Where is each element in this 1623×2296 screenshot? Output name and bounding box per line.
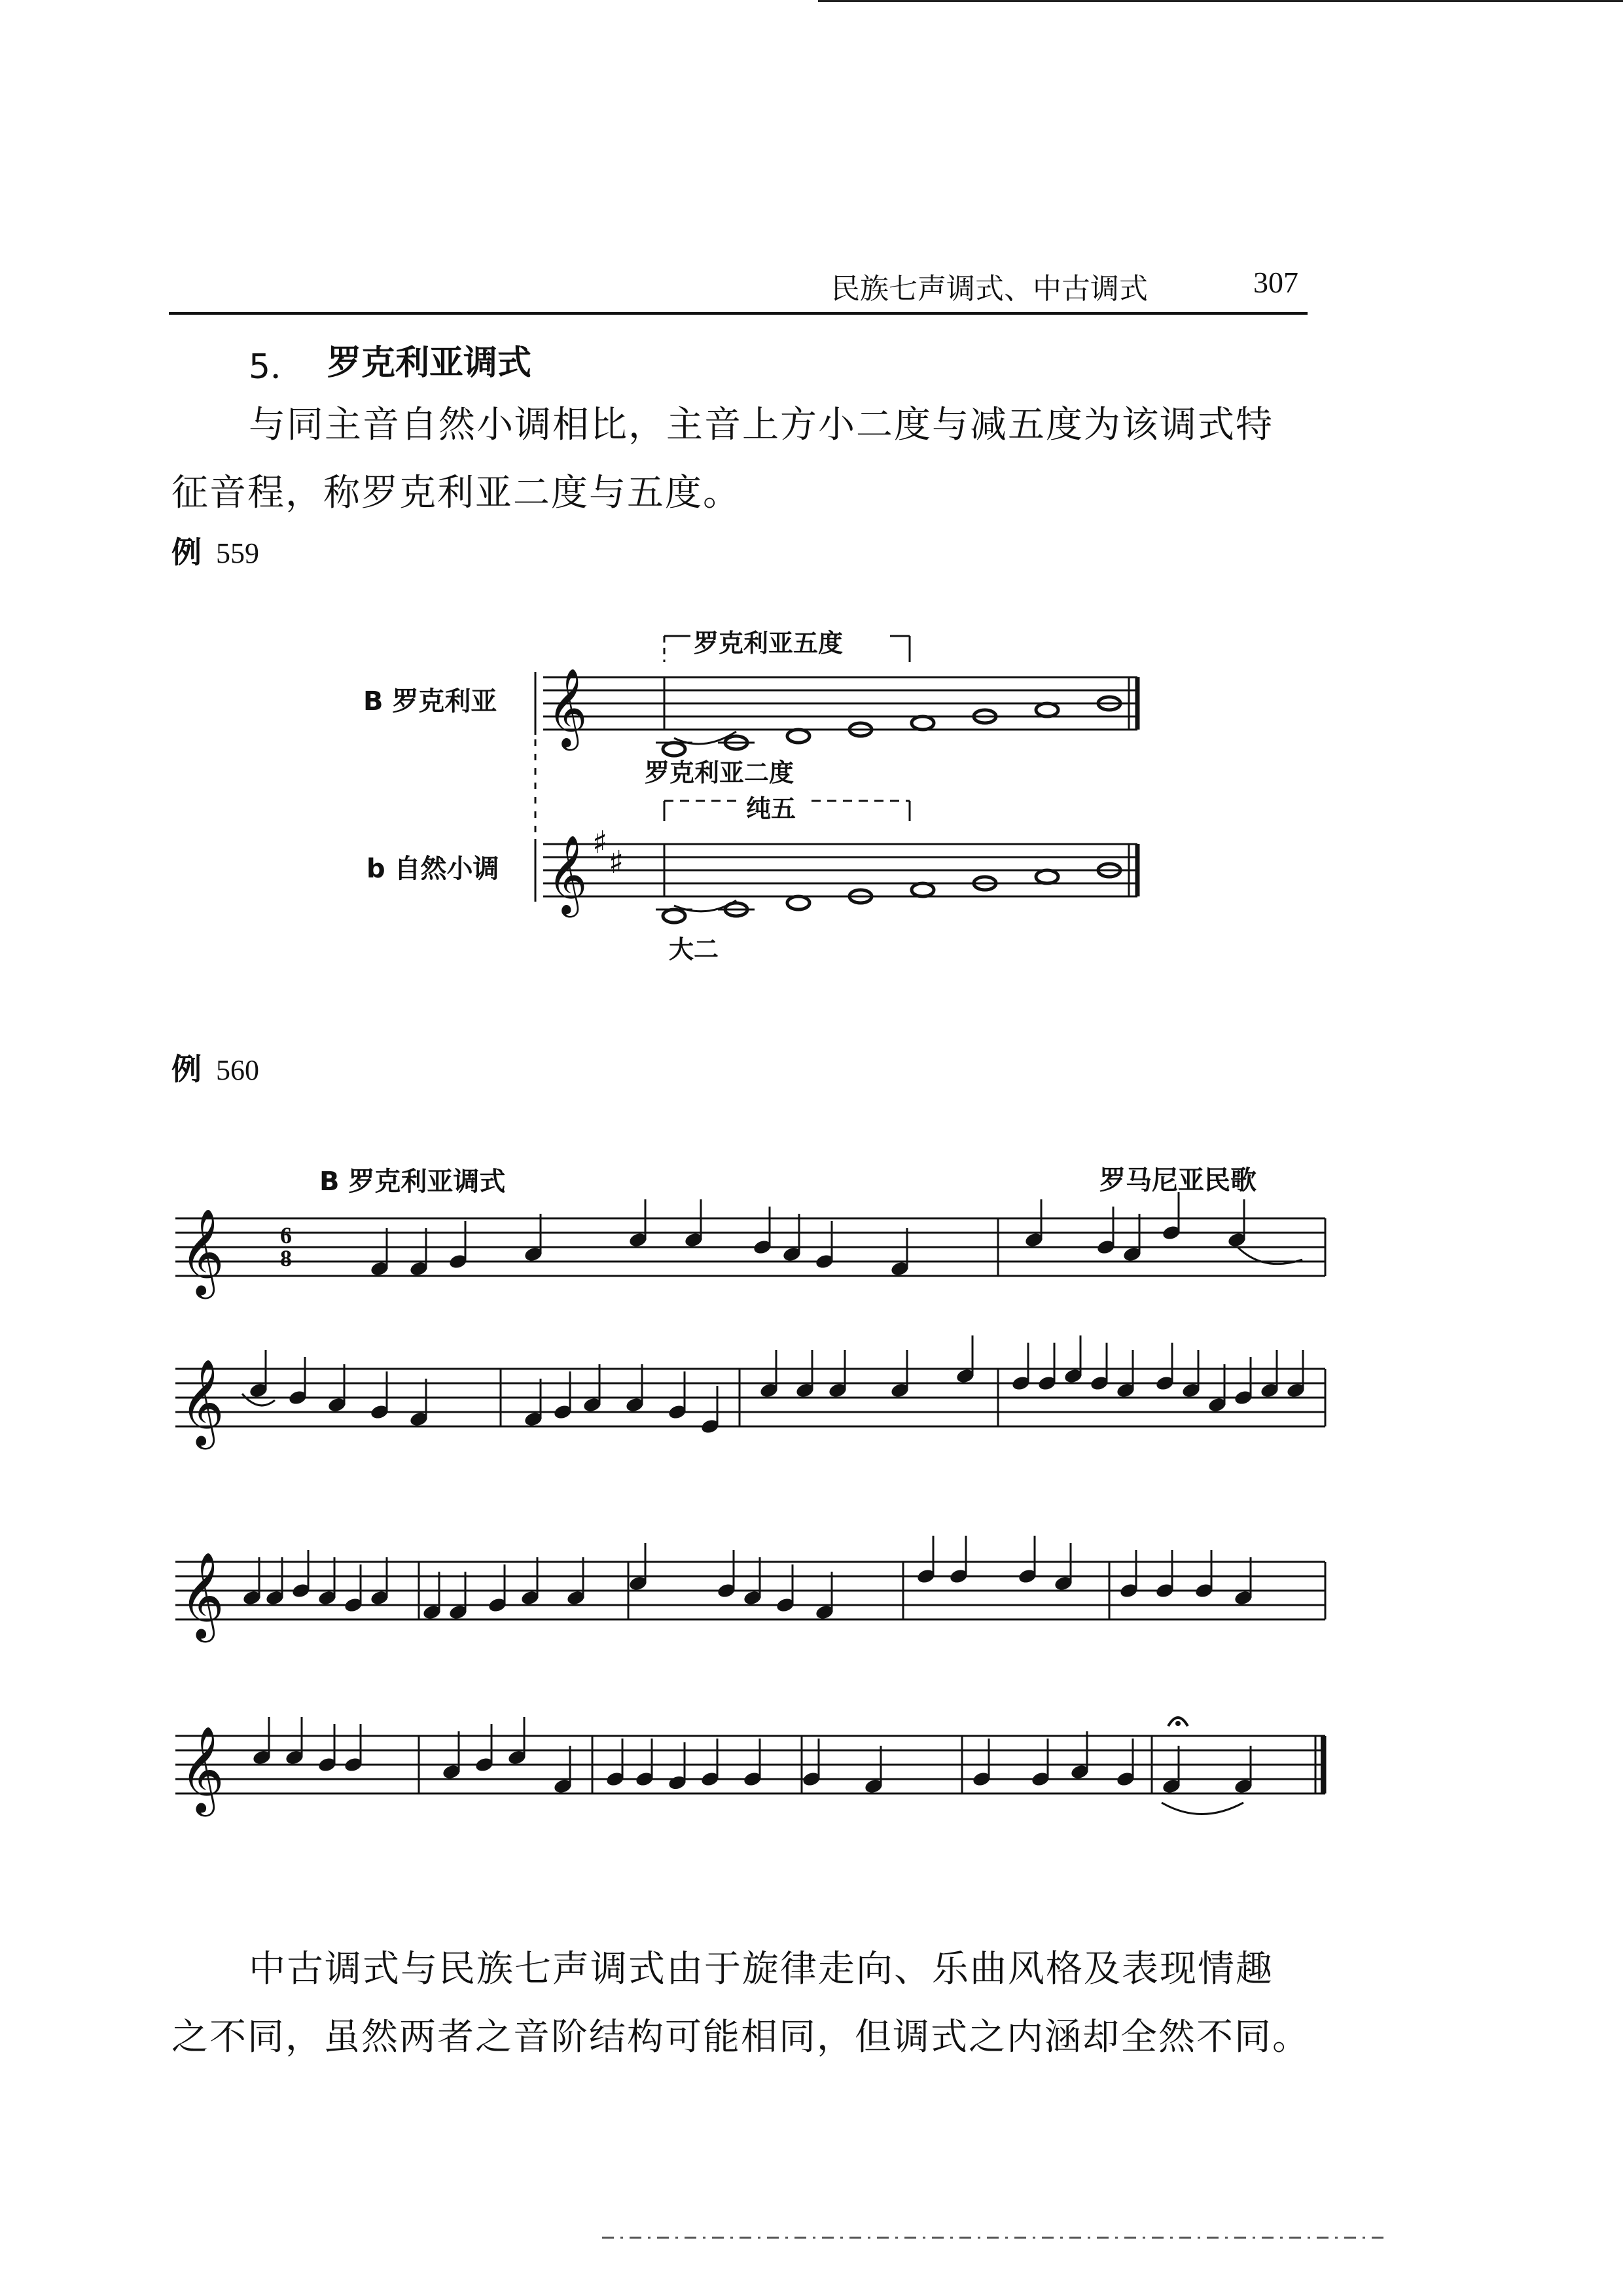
locrian-fifth-bracket-label: 罗克利亚五度 [694, 629, 844, 658]
whole-note-icon [663, 743, 685, 756]
example-label-text: 例 [171, 535, 202, 570]
treble-clef-icon: 𝄞 [547, 834, 588, 914]
locrian-second-label: 罗克利亚二度 [645, 758, 794, 787]
fermata-dot [1175, 1721, 1181, 1726]
example-number: 560 [216, 1054, 259, 1086]
whole-note-icon [1036, 703, 1058, 716]
treble-clef-icon: 𝄞 [180, 1725, 224, 1813]
treble-clef-icon: 𝄞 [180, 1208, 224, 1296]
time-signature-bottom: 8 [280, 1245, 292, 1271]
whole-note-icon [663, 910, 685, 923]
mode-label: B 罗克利亚调式 [319, 1167, 506, 1197]
intro-paragraph-line-2: 征音程，称罗克利亚二度与五度。 [171, 472, 741, 514]
whole-note-icon [1036, 870, 1058, 883]
whole-note-icon [912, 883, 934, 896]
tie [1162, 1803, 1243, 1814]
whole-note-icon [787, 730, 810, 743]
scale-label-natural-minor: b 自然小调 [366, 854, 499, 884]
perfect-fifth-bracket-label: 纯五 [746, 794, 796, 823]
section-number: 5． [249, 347, 305, 387]
page-number: 307 [1253, 266, 1298, 299]
source-label: 罗马尼亚民歌 [1099, 1165, 1257, 1195]
whole-note-icon [787, 896, 810, 910]
treble-clef-icon: 𝄞 [180, 1551, 224, 1639]
time-signature-top: 6 [280, 1222, 292, 1248]
scale-label-locrian: B 罗克利亚 [363, 686, 497, 716]
intro-paragraph-line-1: 与同主音自然小调相比，主音上方小二度与减五度为该调式特 [249, 404, 1274, 446]
treble-clef-icon: 𝄞 [547, 667, 588, 747]
major-second-label: 大二 [669, 935, 719, 964]
closing-paragraph-line-2: 之不同，虽然两者之音阶结构可能相同，但调式之内涵却全然不同。 [171, 2016, 1310, 2058]
sharp-icon: ♯ [592, 824, 608, 861]
running-header-title: 民族七声调式、中古调式 [831, 272, 1148, 306]
treble-clef-icon: 𝄞 [180, 1358, 224, 1446]
example-label-text: 例 [171, 1051, 202, 1087]
section-title: 罗克利亚调式 [327, 344, 532, 383]
whole-note-icon [912, 716, 934, 730]
sharp-icon: ♯ [609, 844, 624, 881]
example-number: 559 [216, 537, 259, 569]
closing-paragraph-line-1: 中古调式与民族七声调式由于旋律走向、乐曲风格及表现情趣 [249, 1948, 1274, 1990]
